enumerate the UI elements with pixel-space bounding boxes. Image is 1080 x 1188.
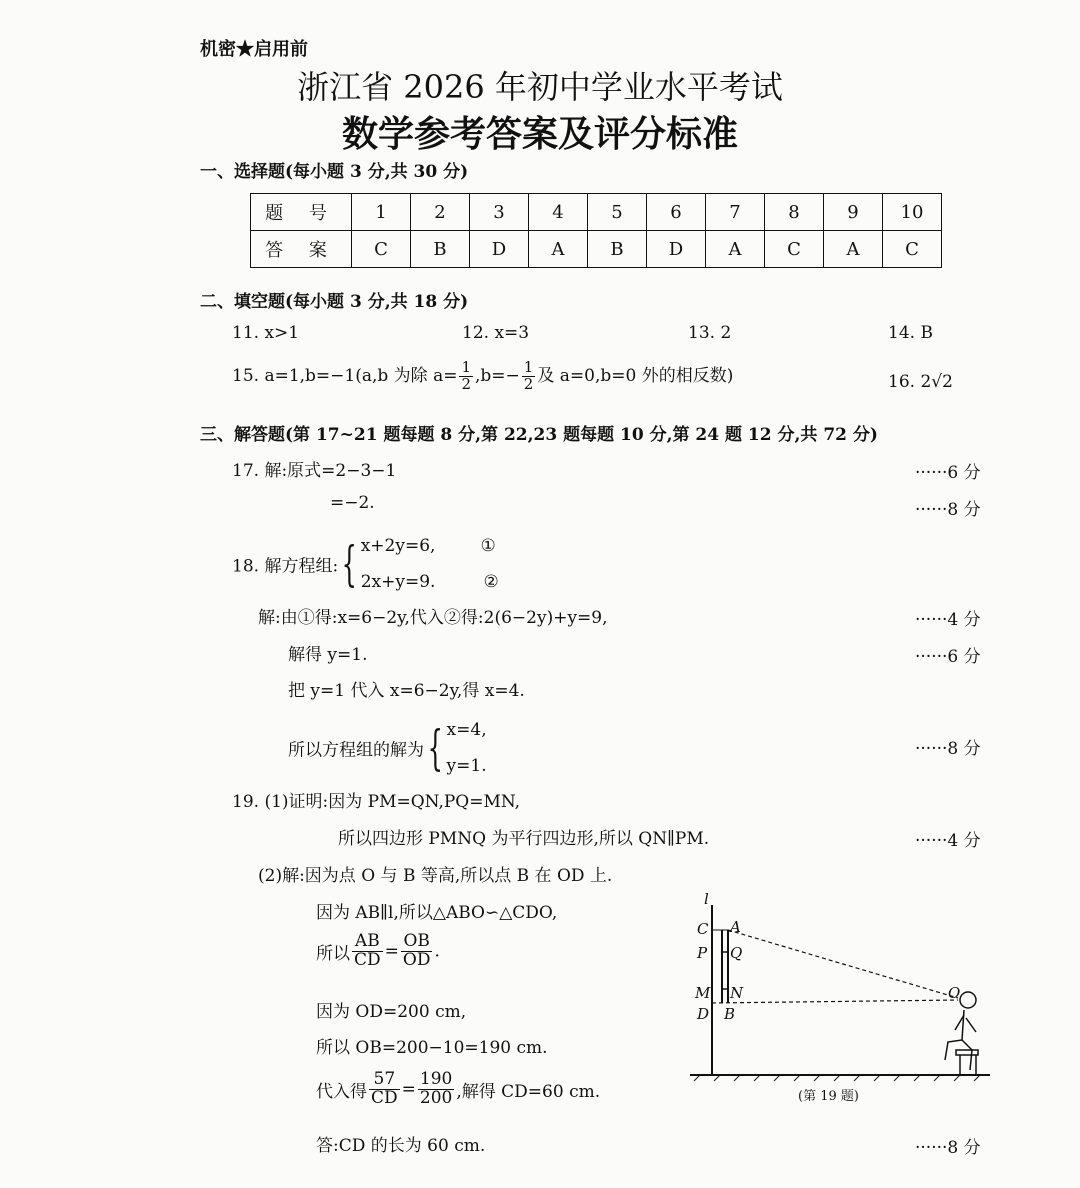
q19-line5-pre: 所以 [316,943,350,964]
q19-answer: 答:CD 的长为 60 cm. [316,1136,486,1156]
label-B: B [724,1005,736,1023]
q19-line4: 因为 AB∥l,所以△ABO∽△CDO, [316,903,558,923]
numerator: OB [401,933,433,952]
table-cell: 5 [588,194,647,231]
brace-symbol: { [341,536,358,592]
label-C: C [697,920,709,938]
brace-symbol: { [427,720,443,776]
table-cell: A [824,231,883,268]
score-mark: ······6 分 [915,647,981,667]
solution-x: x=4, [446,720,487,740]
q18-step4 [288,712,487,784]
label-l: l [704,890,709,908]
denominator: CD [371,1087,398,1108]
answer-13: 13. 2 [688,323,732,343]
figure-caption: (第 19 题) [798,1089,859,1104]
q18-step3: 把 y=1 代入 x=6−2y,得 x=4. [288,681,525,701]
table-cell: C [765,231,824,268]
label-D: D [697,1005,710,1023]
answer-15-text-b: ,b=− [475,365,520,386]
equals: = [401,1079,416,1100]
denominator: 2 [523,374,534,393]
table-cell: D [647,231,706,268]
sightline-OD [712,1000,958,1003]
solution-system [447,712,487,784]
question-number-row [251,194,942,231]
table-cell: 3 [470,194,529,231]
score-mark: ······4 分 [915,831,981,851]
denominator: OD [402,949,431,970]
numerator: 190 [419,1069,453,1089]
q19-line8-pre: 代入得 [316,1081,367,1102]
q19-line1: 19. (1)证明:因为 PM=QN,PQ=MN, [232,792,521,812]
table-cell: 6 [647,194,706,231]
table-cell: 2 [411,194,470,231]
row-label: 题 号 [251,194,352,231]
label-Q: Q [730,944,743,962]
numerator: 1 [523,358,534,376]
figure-19 [680,890,1000,1110]
section2-heading: 二、填空题(每小题 3 分,共 18 分) [200,292,469,312]
table-cell: C [883,231,942,268]
table-cell: D [470,231,529,268]
solution-y: y=1. [446,756,487,776]
equation-2-tag: ② [483,572,499,592]
exam-title: 浙江省 2026 年初中学业水平考试 [297,68,783,106]
period: . [434,941,440,962]
denominator: 2 [461,374,472,393]
label-O: O [948,984,961,1002]
equation-1: x+2y=6, [360,536,436,556]
label-A: A [730,918,741,936]
q18-step2: 解得 y=1. [288,645,368,665]
score-mark: ······8 分 [915,500,981,520]
table-cell: C [352,231,411,268]
row-label: 答 案 [251,231,352,268]
table-cell: 8 [765,194,824,231]
table-cell: B [411,231,470,268]
fraction [401,933,433,970]
table-cell: 7 [706,194,765,231]
table-cell: B [588,231,647,268]
q18-step1: 解:由①得:x=6−2y,代入②得:2(6−2y)+y=9, [258,608,608,628]
label-N: N [730,984,744,1002]
answer-16: 16. 2√2 [888,372,953,392]
numerator: 1 [461,358,472,376]
table-cell: 4 [529,194,588,231]
equation-2: 2x+y=9. [360,572,436,592]
score-mark: ······8 分 [915,739,981,759]
label-M: M [695,984,711,1002]
answer-14: 14. B [888,323,933,343]
denominator: CD [354,949,381,970]
fraction [459,360,473,393]
answer-table [250,193,942,268]
q18-system [232,528,499,600]
q19-line3: (2)解:因为点 O 与 B 等高,所以点 B 在 OD 上. [258,866,613,886]
seated-person [945,992,978,1075]
table-cell: A [706,231,765,268]
fraction [522,360,536,393]
fraction [369,1071,400,1108]
label-P: P [697,944,708,962]
fraction [352,933,383,970]
score-mark: ······6 分 [915,463,981,483]
fraction [418,1071,454,1108]
answer-15 [232,360,733,393]
section3-heading: 三、解答题(第 17~21 题每题 8 分,第 22,23 题每题 10 分,第 24 题 12 分,共 72 分) [200,425,878,445]
q18-step4-text: 所以方程组的解为 [288,740,424,761]
confidential-label: 机密★启用前 [200,39,308,60]
score-mark: ······8 分 [915,1138,981,1158]
table-cell: 10 [883,194,942,231]
q18-label: 18. 解方程组: [232,556,339,577]
table-cell: 9 [824,194,883,231]
score-mark: ······4 分 [915,610,981,630]
q19-line5 [316,933,440,970]
table-cell: 1 [352,194,411,231]
table-cell: A [529,231,588,268]
answer-15-text-c: 及 a=0,b=0 外的相反数) [537,365,734,386]
answer-row [251,231,942,268]
answer-11: 11. x>1 [232,323,300,343]
q19-line8-end: ,解得 CD=60 cm. [456,1081,601,1102]
q19-line7: 所以 OB=200−10=190 cm. [316,1038,548,1058]
denominator: 200 [419,1087,453,1108]
numerator: 57 [369,1071,400,1090]
q19-line8 [316,1071,600,1108]
q17-line2: =−2. [330,493,375,513]
answer-12: 12. x=3 [462,323,530,343]
section1-heading: 一、选择题(每小题 3 分,共 30 分) [200,162,469,182]
equation-1-tag: ① [480,536,496,556]
q17-line1: 17. 解:原式=2−3−1 [232,461,397,481]
document-title: 数学参考答案及评分标准 [341,113,738,155]
answer-15-text-a: 15. a=1,b=−1(a,b 为除 a= [232,365,458,386]
sightline-OA [728,930,958,998]
numerator: AB [352,933,383,952]
equals: = [384,941,399,962]
q19-line6: 因为 OD=200 cm, [316,1002,467,1022]
equation-system [361,528,499,600]
q19-line2: 所以四边形 PMNQ 为平行四边形,所以 QN∥PM. [338,829,710,849]
